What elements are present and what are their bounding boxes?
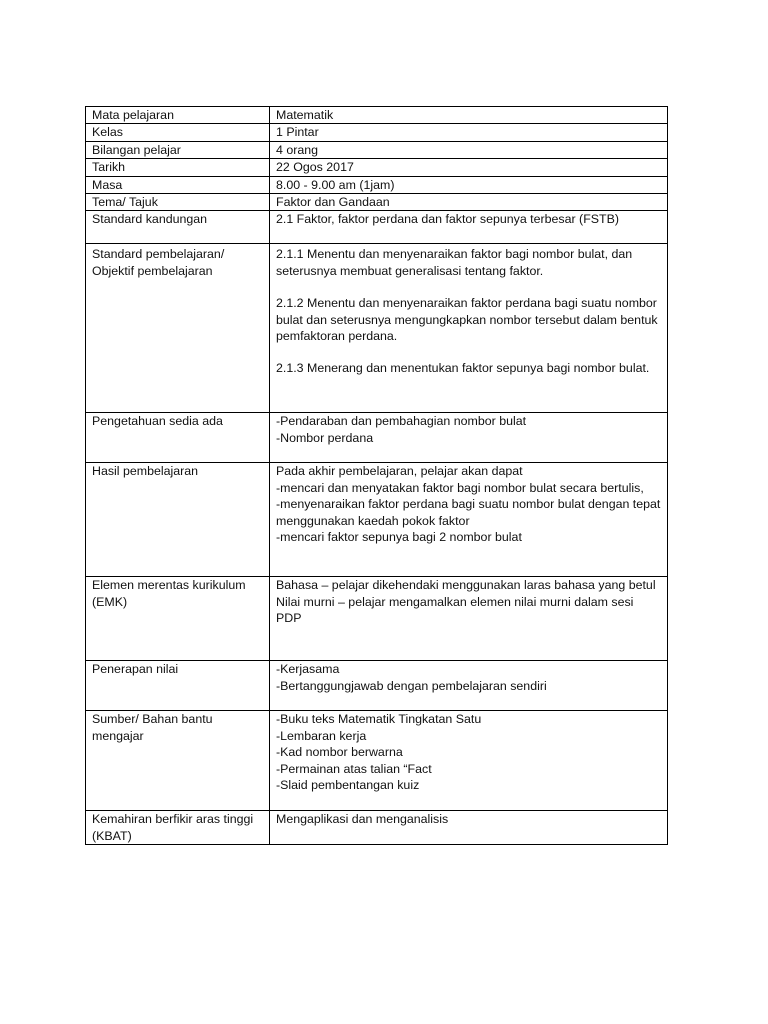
label-cell: Tema/ Tajuk	[86, 194, 270, 211]
label-cell: Sumber/ Bahan bantu mengajar	[86, 711, 270, 811]
row-emk	[86, 577, 668, 661]
label-cell: Kelas	[86, 124, 270, 141]
value-cell	[270, 577, 668, 661]
value-cell	[270, 413, 668, 463]
objective-item: 2.1.2 Menentu dan menyenaraikan faktor perdana bagi suatu nombor bulat dan seterusnya mengungkapkan nombor tersebut dalam bentuk pemfaktoran perdana.	[276, 296, 658, 344]
value-cell	[270, 463, 668, 577]
value-cell: 1 Pintar	[270, 124, 668, 141]
label-cell: Masa	[86, 176, 270, 193]
list-item: -Nombor perdana	[276, 430, 374, 445]
list-item: -Pendaraban dan pembahagian nombor bulat	[276, 414, 527, 429]
objective-item: 2.1.3 Menerang dan menentukan faktor sepunya bagi nombor bulat.	[276, 361, 650, 376]
list-item: -mencari dan menyatakan faktor bagi nombor bulat secara bertulis,	[276, 480, 644, 495]
row-penerapan-nilai	[86, 661, 668, 711]
row-masa	[86, 176, 668, 193]
list-item: -Permainan atas talian “Fact	[276, 761, 432, 776]
row-standard-pembelajaran	[86, 244, 668, 413]
value-cell	[270, 711, 668, 811]
label-cell: Standard kandungan	[86, 211, 270, 244]
row-hasil	[86, 463, 668, 577]
row-pengetahuan	[86, 413, 668, 463]
label-cell: Bilangan pelajar	[86, 141, 270, 158]
list-item: -menyenaraikan faktor perdana bagi suatu nombor bulat dengan tepat menggunakan kaedah pokok faktor	[276, 497, 661, 528]
list-item: Nilai murni – pelajar mengamalkan elemen nilai murni dalam sesi PDP	[276, 594, 634, 626]
value-cell: 8.00 - 9.00 am (1jam)	[270, 176, 668, 193]
value-cell	[270, 244, 668, 413]
value-cell: Faktor dan Gandaan	[270, 194, 668, 211]
value-cell: 2.1 Faktor, faktor perdana dan faktor sepunya terbesar (FSTB)	[270, 211, 668, 244]
spacer	[276, 344, 661, 360]
list-item: -Buku teks Matematik Tingkatan Satu	[276, 712, 482, 727]
label-cell: Hasil pembelajaran	[86, 463, 270, 577]
label-cell: Penerapan nilai	[86, 661, 270, 711]
value-cell: Mengaplikasi dan menganalisis	[270, 811, 668, 845]
list-item: -Bertanggungjawab dengan pembelajaran sendiri	[276, 678, 547, 693]
list-item: -Kerjasama	[276, 662, 340, 677]
spacer	[276, 279, 661, 295]
label-cell: Mata pelajaran	[86, 107, 270, 124]
list-item: Bahasa – pelajar dikehendaki menggunakan laras bahasa yang betul	[276, 578, 656, 593]
value-cell: 4 orang	[270, 141, 668, 158]
label-cell: Kemahiran berfikir aras tinggi (KBAT)	[86, 811, 270, 845]
row-mata-pelajaran	[86, 107, 668, 124]
row-tema	[86, 194, 668, 211]
row-standard-kandungan	[86, 211, 668, 244]
list-item: -Lembaran kerja	[276, 728, 367, 743]
list-item: -Kad nombor berwarna	[276, 745, 403, 760]
objective-item: 2.1.1 Menentu dan menyenaraikan faktor bagi nombor bulat, dan seterusnya membuat generalisasi tentang faktor.	[276, 247, 633, 278]
label-cell: Tarikh	[86, 159, 270, 176]
row-sumber	[86, 711, 668, 811]
list-item: Pada akhir pembelajaran, pelajar akan dapat	[276, 464, 523, 479]
row-tarikh	[86, 159, 668, 176]
list-item: -Slaid pembentangan kuiz	[276, 778, 420, 793]
label-cell: Elemen merentas kurikulum (EMK)	[86, 577, 270, 661]
value-cell: 22 Ogos 2017	[270, 159, 668, 176]
list-item: -mencari faktor sepunya bagi 2 nombor bulat	[276, 530, 522, 545]
label-cell: Standard pembelajaran/ Objektif pembelajaran	[86, 244, 270, 413]
value-cell: Matematik	[270, 107, 668, 124]
row-bilangan-pelajar	[86, 141, 668, 158]
value-cell	[270, 661, 668, 711]
row-kbat	[86, 811, 668, 845]
label-cell: Pengetahuan sedia ada	[86, 413, 270, 463]
row-kelas	[86, 124, 668, 141]
lesson-plan-table	[85, 106, 668, 845]
